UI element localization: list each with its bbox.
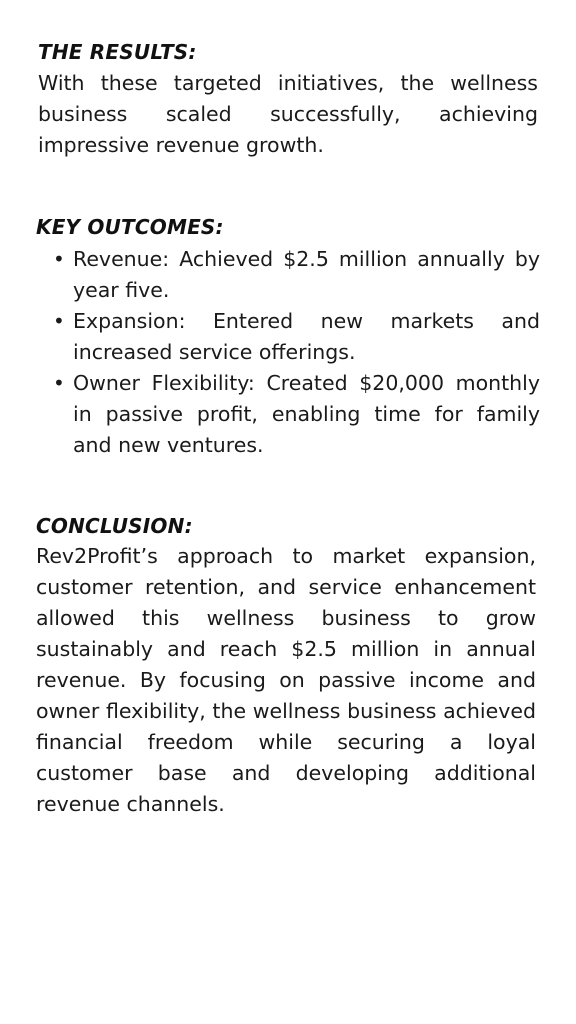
outcome-item-owner-flexibility: [48, 368, 540, 461]
key-outcomes-heading: KEY OUTCOMES:: [36, 215, 224, 239]
bullet-icon: •: [53, 371, 65, 395]
results-heading: THE RESULTS:: [38, 40, 197, 64]
bullet-icon: •: [53, 247, 65, 271]
outcome-item-revenue: [48, 244, 540, 306]
outcome-text: Expansion: Entered new markets and increased service offerings.: [73, 309, 540, 364]
conclusion-paragraph: Rev2Profit’s approach to market expansion, customer retention, and service enhancement allowed this wellness business to grow sustainably and reach $2.5 million in annual revenue. By focusing on passive income and owner flexibility, the wellness business achieved financial freedom while securing a loyal customer base and developing additional revenue channels.: [36, 544, 536, 816]
outcome-item-expansion: [48, 306, 540, 368]
results-paragraph: With these targeted initiatives, the wellness business scaled successfully, achieving impressive revenue growth.: [38, 71, 538, 157]
key-outcomes-list: [48, 244, 540, 461]
conclusion-heading: CONCLUSION:: [36, 514, 193, 538]
outcome-text: Revenue: Achieved $2.5 million annually by year five.: [73, 247, 540, 302]
outcome-text: Owner Flexibility: Created $20,000 monthly in passive profit, enabling time for family and new ventures.: [73, 371, 540, 457]
bullet-icon: •: [53, 309, 65, 333]
